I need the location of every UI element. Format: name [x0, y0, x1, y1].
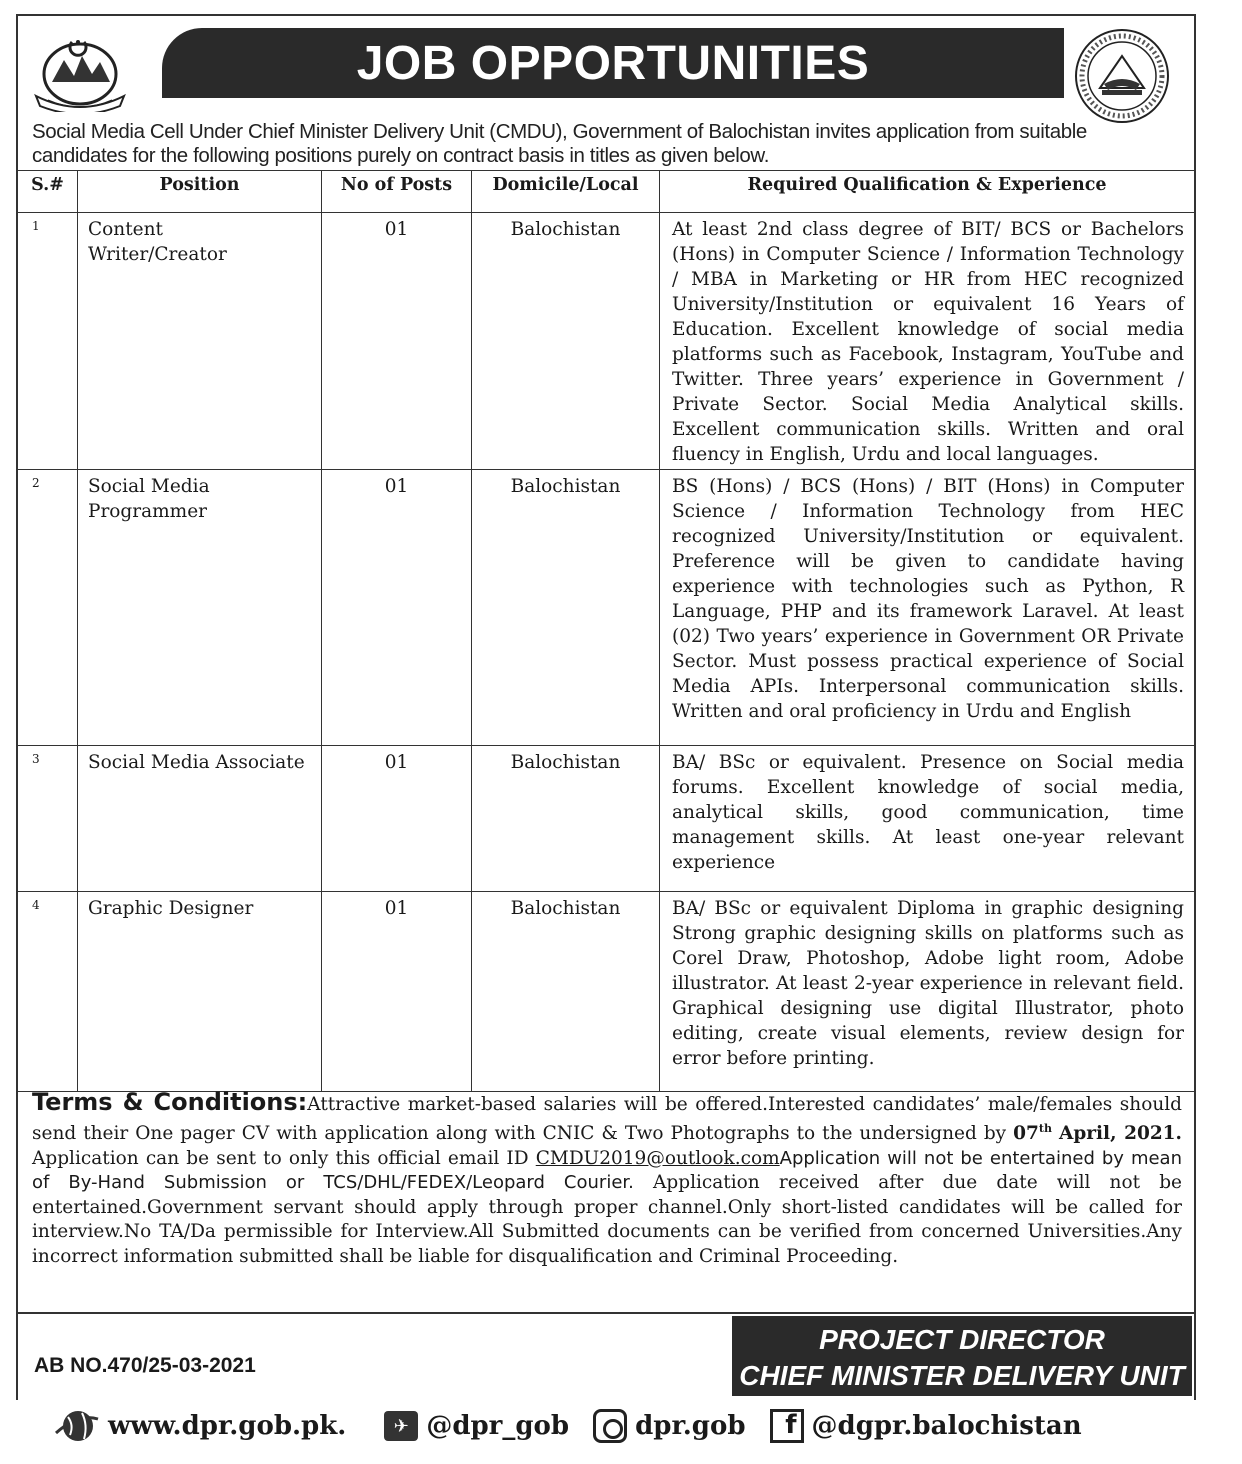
globe-icon: [54, 1407, 100, 1445]
table-row: [18, 892, 1195, 1092]
position-text: Social Media Programmer: [88, 476, 210, 522]
row-sn: 3: [18, 746, 78, 892]
header-qualification: Required Qualification & Experience: [660, 171, 1195, 213]
deadline-suffix: th: [1038, 1122, 1052, 1136]
row-posts: 01: [322, 470, 472, 746]
row-posts: 01: [322, 892, 472, 1092]
director-unit: CHIEF MINISTER DELIVERY UNIT: [739, 1360, 1185, 1391]
row-position: Graphic Designer: [78, 892, 322, 1092]
facebook-icon: f: [770, 1409, 804, 1443]
row-qualification: BA/ BSc or equivalent. Presence on Social media forums. Excellent knowledge of social media, analytical skills, good communication, time management skills. At least one-year relevant experience: [660, 746, 1195, 892]
header-domicile: Domicile/Local: [472, 171, 660, 213]
header-posts: No of Posts: [322, 171, 472, 213]
row-position: [78, 470, 322, 746]
table-row: [18, 746, 1195, 892]
terms-heading: Terms & Conditions:: [32, 1088, 308, 1116]
table-row: [18, 470, 1195, 746]
facebook-item[interactable]: [770, 1409, 1082, 1443]
section-divider: [16, 1312, 1196, 1314]
social-footer: [16, 1400, 1196, 1452]
intro-line-1: Social Media Cell Under Chief Minister Delivery Unit (CMDU), Government of Balochistan invites application from suitable: [32, 120, 1087, 143]
row-sn: 4: [18, 892, 78, 1092]
row-sn: 2: [18, 470, 78, 746]
row-qualification: BA/ BSc or equivalent Diploma in graphic designing Strong graphic designing skills on platforms such as Corel Draw, Photoshop, Adobe light room, Adobe illustrator. At least 2-year experience in relevant field. Graphical designing use digital Illustrator, photo editing, create visual elements, review design for error before printing.: [660, 892, 1195, 1092]
row-posts: 01: [322, 213, 472, 470]
header-position: Position: [78, 171, 322, 213]
website-item[interactable]: [16, 1407, 346, 1445]
row-domicile: Balochistan: [472, 470, 660, 746]
row-domicile: Balochistan: [472, 892, 660, 1092]
terms-part-4: Application received after due date will not be entertained.Government servant should apply through proper channel.Only short-listed candidates will be called for interview.No TA/Da permissible for Interview.All Submitted documents can be verified from concerned Universities.Any incorrect information submitted shall be liable for disqualification and Criminal Proceeding.: [32, 1172, 1182, 1267]
position-text: Content Writer/Creator: [88, 219, 227, 265]
dgpr-seal-logo: [1070, 26, 1174, 126]
row-qualification: BS (Hons) / BCS (Hons) / BIT (Hons) in Computer Science / Information Technology from HEC recognized University/Institution or equivalent. Preference will be given to candidate having experience with technologies such as Python, R Language, PHP and its framework Laravel. At least (02) Two years’ experience in Government OR Private Sector. Must possess practical experience of Social Media APIs. Interpersonal communication skills. Written and oral proficiency in Urdu and English: [660, 470, 1195, 746]
website-text: www.dpr.gob.pk.: [108, 1411, 347, 1441]
facebook-handle: @dgpr.balochistan: [811, 1411, 1082, 1441]
row-posts: 01: [322, 746, 472, 892]
row-sn: 1: [18, 213, 78, 470]
email-link[interactable]: CMDU2019@outlook.com: [535, 1147, 780, 1169]
row-position: Social Media Associate: [78, 746, 322, 892]
terms-and-conditions: [32, 1090, 1182, 1269]
instagram-handle: dpr.gob: [635, 1411, 746, 1441]
terms-part-3: Application will not be entertained by mean of By-Hand Submission or TCS/DHL/FEDEX/Leopard Courier.: [32, 1147, 1182, 1194]
title-banner: [162, 28, 1064, 98]
director-title: PROJECT DIRECTOR: [819, 1324, 1105, 1355]
row-qualification: At least 2nd class degree of BIT/ BCS or Bachelors (Hons) in Computer Science / Information Technology / MBA in Marketing or HR from HEC recognized University/Institution or equivalent 16 Years of Education. Excellent knowledge of social media platforms such as Facebook, Instagram, YouTube and Twitter. Three years’ experience in Government / Private Sector. Social Media Analytical skills. Excellent communication skills. Written and oral fluency in English, Urdu and local languages.: [660, 213, 1195, 470]
jobs-table: [17, 170, 1195, 1092]
terms-part-2: Application can be sent to only this official email ID: [32, 1147, 536, 1169]
signatory-box: [732, 1316, 1192, 1396]
row-position: [78, 213, 322, 470]
intro-text: [32, 120, 1192, 168]
intro-line-2: candidates for the following positions purely on contract basis in titles as given below.: [32, 144, 770, 167]
instagram-item[interactable]: [593, 1409, 745, 1443]
twitter-icon: ✈: [384, 1411, 418, 1441]
terms-part-1: Attractive market-based salaries will be offered.Interested candidates’ male/females should send their One pager CV with application along with CNIC & Two Photographs to the undersigned by: [32, 1094, 1183, 1145]
twitter-item[interactable]: [384, 1411, 569, 1441]
advertisement-number: AB NO.470/25-03-2021: [34, 1354, 256, 1377]
header-sn: S.#: [18, 171, 78, 213]
row-domicile: Balochistan: [472, 746, 660, 892]
deadline-day: 07: [1013, 1123, 1039, 1145]
table-row: [18, 213, 1195, 470]
government-emblem-logo: [30, 30, 130, 112]
deadline-rest: April, 2021.: [1058, 1123, 1183, 1145]
instagram-icon: [593, 1409, 627, 1443]
page-title: JOB OPPORTUNITIES: [356, 36, 870, 90]
twitter-handle: @dpr_gob: [426, 1411, 570, 1441]
row-domicile: Balochistan: [472, 213, 660, 470]
table-header-row: [18, 171, 1195, 213]
